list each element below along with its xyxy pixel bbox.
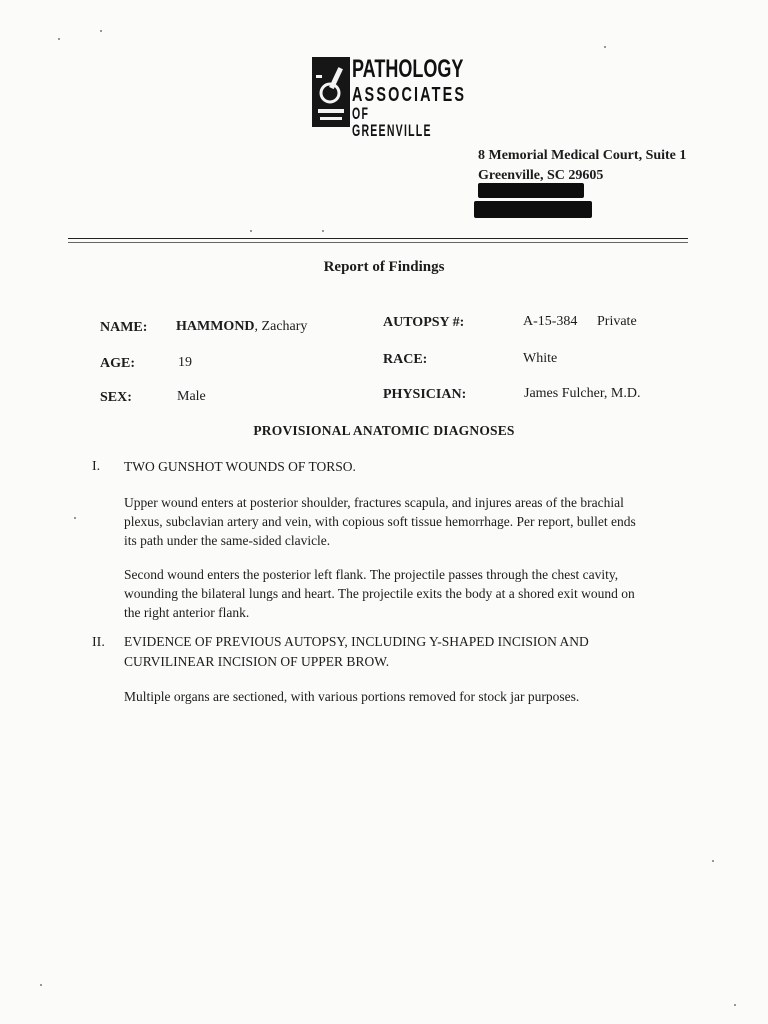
physician-value: James Fulcher, M.D.	[524, 386, 641, 401]
header-divider-thin	[68, 242, 688, 243]
scan-speck	[100, 30, 102, 32]
scan-speck	[604, 46, 606, 48]
diagnosis-paragraph: Second wound enters the posterior left flank. The projectile passes through the chest cavity, wounding the bilateral lungs and heart. The projectile exits the body at a shored exit wound on the right anterior flank.	[124, 567, 635, 620]
scan-speck	[58, 38, 60, 40]
address-line-2: Greenville, SC 29605	[478, 168, 604, 183]
race-value: White	[523, 351, 558, 366]
diagnosis-title: EVIDENCE OF PREVIOUS AUTOPSY, INCLUDING Y-SHAPED INCISION AND CURVILINEAR INCISION OF UPPER BROW.	[124, 634, 589, 669]
race-label: RACE:	[383, 352, 428, 367]
scan-speck	[74, 517, 76, 519]
redaction-bar	[478, 183, 584, 198]
diagnosis-numeral: II.	[92, 635, 105, 650]
logo-line-3: OF GREENVILLE	[352, 104, 432, 140]
diagnosis-paragraph: Multiple organs are sectioned, with various portions removed for stock jar purposes.	[124, 689, 580, 704]
name-first: , Zachary	[254, 319, 308, 334]
sex-label: SEX:	[100, 390, 132, 405]
diagnoses-heading: PROVISIONAL ANATOMIC DIAGNOSES	[253, 423, 515, 438]
name-label: NAME:	[100, 320, 148, 335]
name-last: HAMMOND	[176, 319, 255, 334]
address-block	[478, 146, 686, 186]
name-value	[176, 319, 307, 335]
scan-speck	[250, 230, 252, 232]
scan-speck	[322, 230, 324, 232]
age-label: AGE:	[100, 356, 135, 371]
age-value: 19	[178, 355, 192, 370]
address-line-1: 8 Memorial Medical Court, Suite 1	[478, 148, 687, 163]
diagnosis-title: TWO GUNSHOT WOUNDS OF TORSO.	[124, 459, 356, 474]
autopsy-label: AUTOPSY #:	[383, 315, 465, 330]
header-divider	[68, 238, 688, 239]
scan-speck	[40, 984, 42, 986]
physician-label: PHYSICIAN:	[383, 387, 467, 402]
redaction-bar	[474, 201, 592, 218]
report-title: Report of Findings	[323, 259, 445, 275]
sex-value: Male	[177, 389, 206, 404]
autopsy-value: A-15-384	[523, 314, 578, 329]
diagnosis-paragraph: Upper wound enters at posterior shoulder, fractures scapula, and injures areas of the brachial plexus, subclavian artery and vein, with copious soft tissue hemorrhage. Per report, bullet ends its path under the same-sided clavicle.	[124, 495, 636, 548]
scan-speck	[712, 860, 714, 862]
logo-line-2: ASSOCIATES	[352, 84, 467, 106]
scan-speck	[734, 1004, 736, 1006]
logo-line-1: PATHOLOGY	[352, 55, 464, 83]
diagnosis-numeral: I.	[92, 459, 101, 474]
microscope-icon	[312, 57, 350, 127]
autopsy-type: Private	[597, 314, 637, 329]
pathology-associates-logo	[312, 55, 467, 140]
